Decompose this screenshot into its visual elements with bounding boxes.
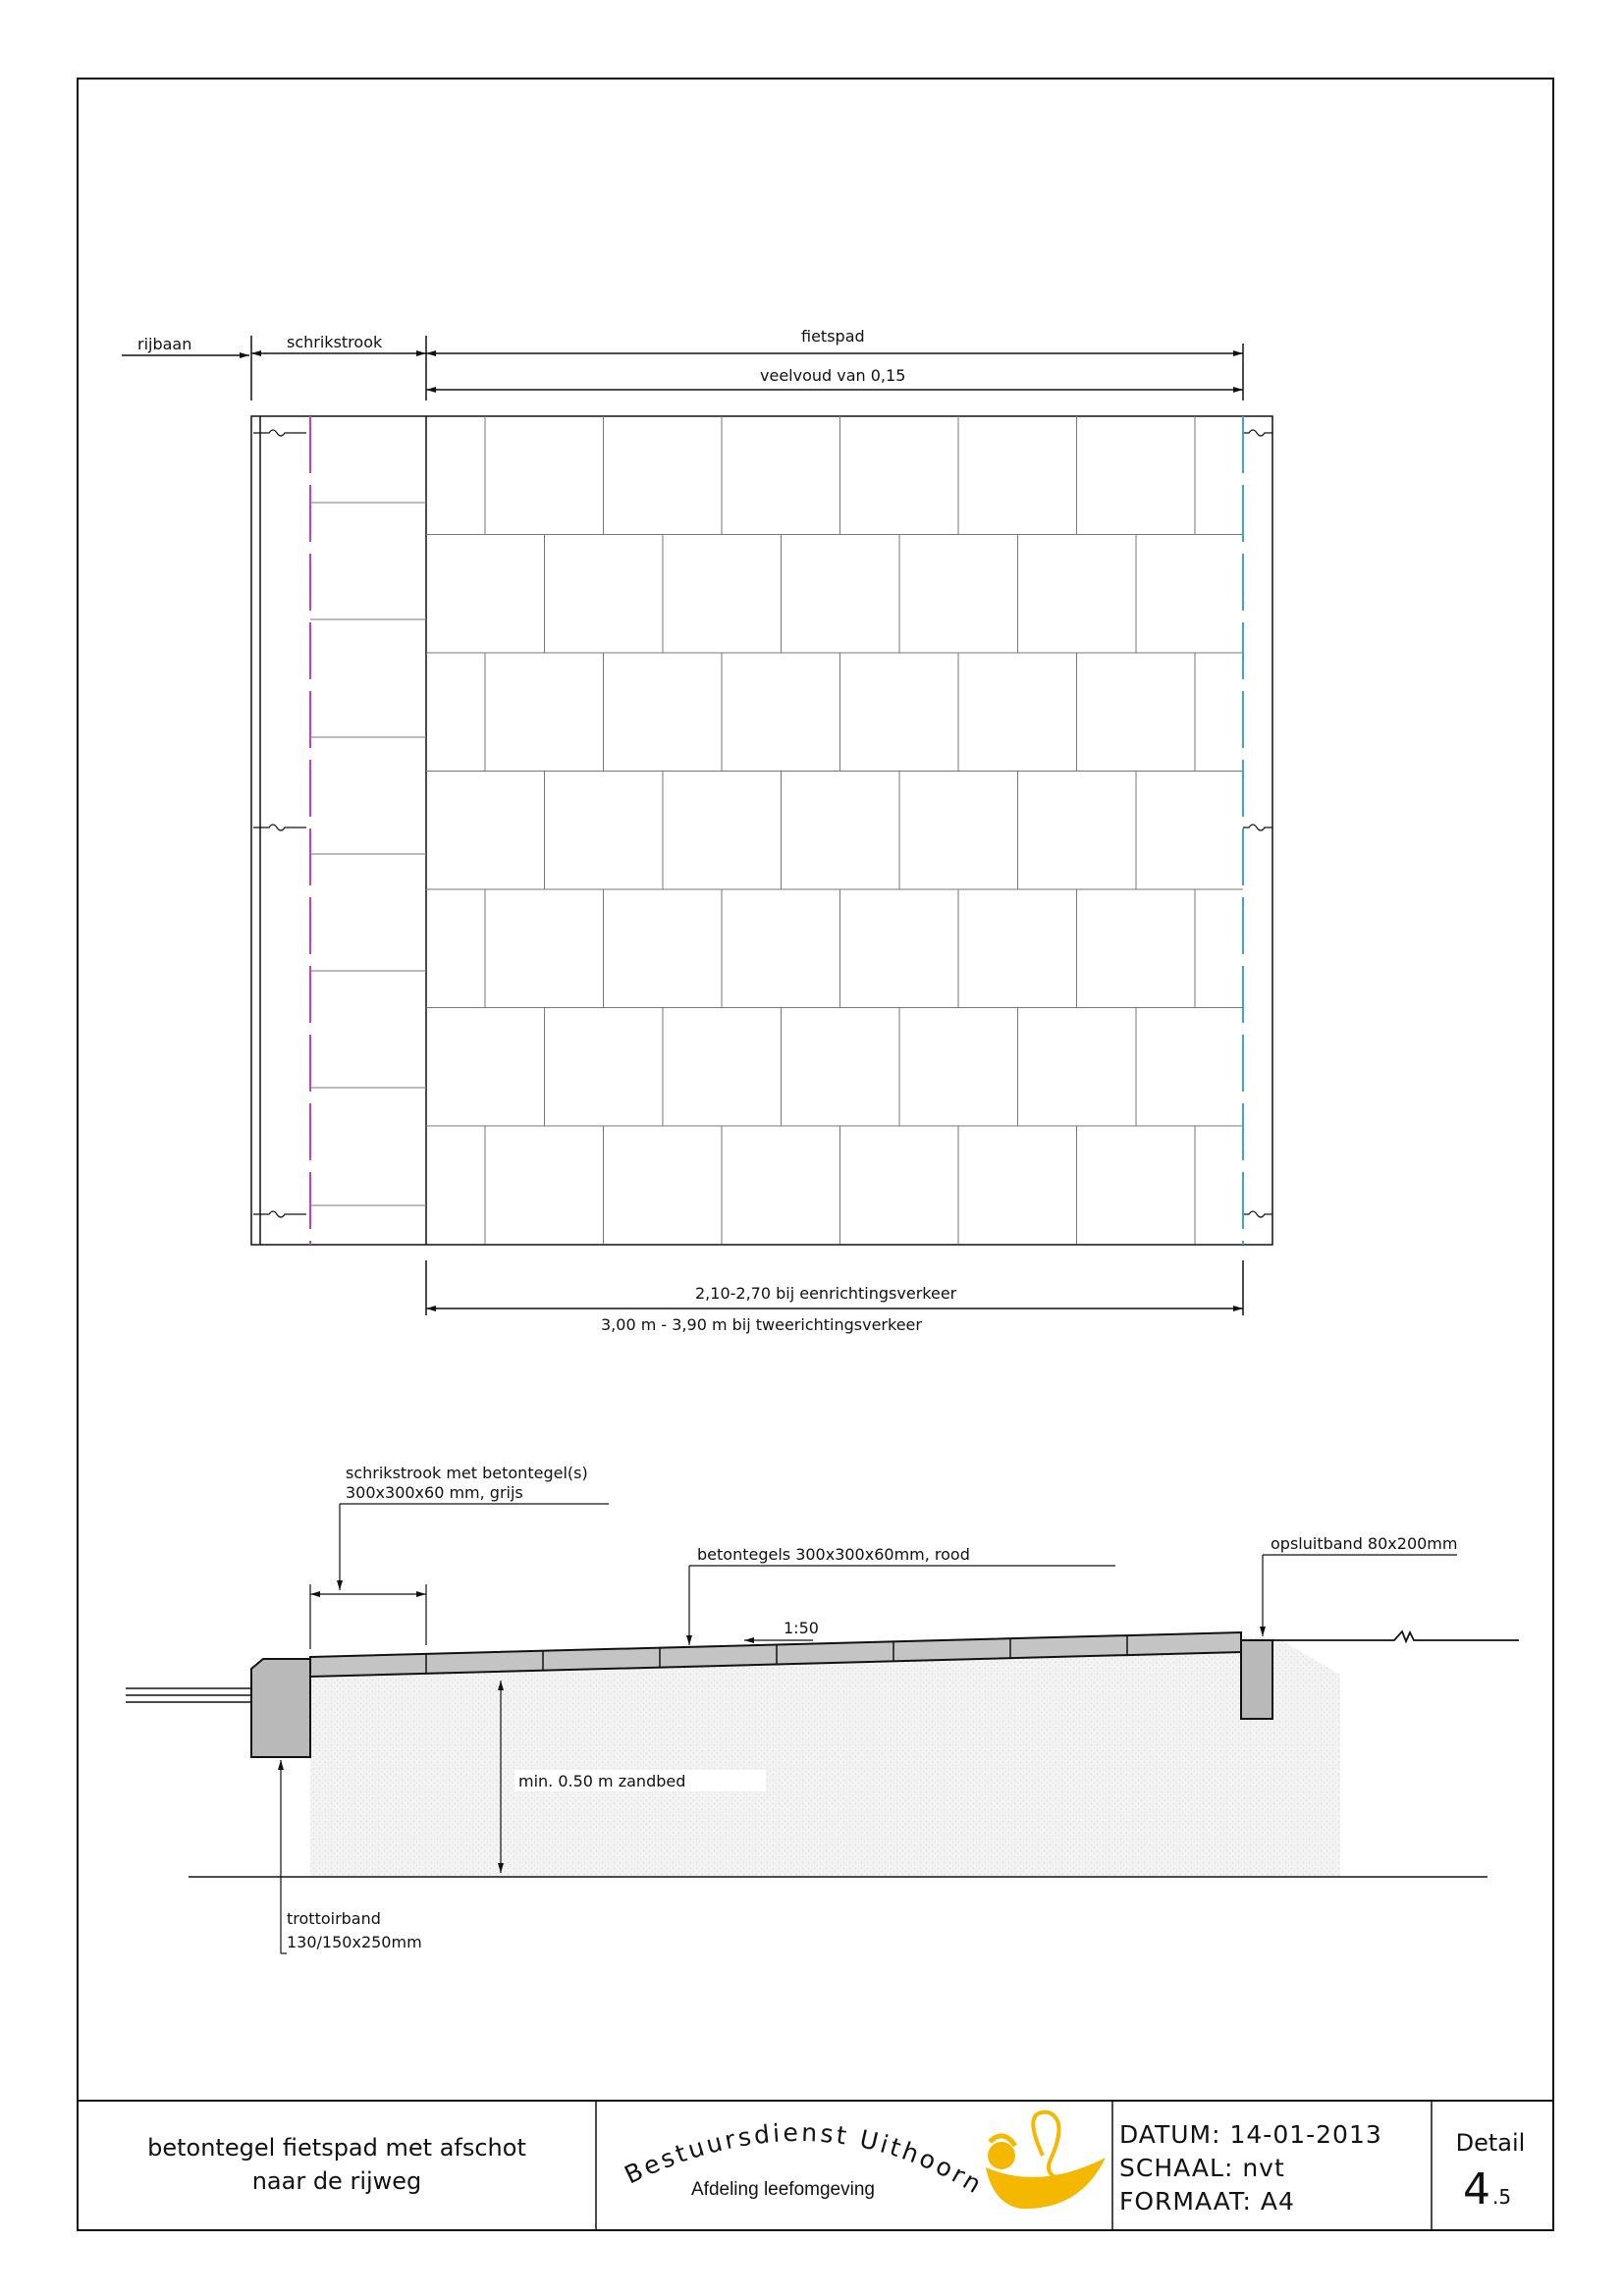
- label-slope: 1:50: [784, 1619, 819, 1637]
- schaal: SCHAAL: nvt: [1119, 2154, 1285, 2182]
- label-section-schrikstrook-1: schrikstrook met betontegel(s): [346, 1464, 588, 1482]
- trottoirband: [251, 1659, 310, 1757]
- label-rijbaan: rijbaan: [137, 335, 192, 353]
- verge-line: [1272, 1631, 1519, 1641]
- logo-dept: Afdeling leefomgeving: [691, 2179, 875, 2200]
- cross-section: [126, 1464, 1519, 1953]
- plan-outline: [251, 416, 1272, 1245]
- detail-number: 4: [1463, 2164, 1490, 2215]
- formaat: FORMAAT: A4: [1119, 2187, 1295, 2216]
- opsluitband: [1241, 1640, 1272, 1719]
- title-line-2: naar de rijweg: [251, 2167, 422, 2195]
- label-betontegels: betontegels 300x300x60mm, rood: [697, 1545, 970, 1564]
- label-schrikstrook: schrikstrook: [287, 333, 383, 351]
- plan-view: [122, 327, 1272, 1334]
- label-trottoirband-2: 130/150x250mm: [287, 1933, 422, 1951]
- organisation-logo: [617, 2112, 1106, 2209]
- label-fietspad: fietspad: [801, 327, 865, 346]
- road-surface-lines: [126, 1688, 253, 1702]
- logo-name: Bestuursdienst Uithoorn: [620, 2117, 989, 2201]
- label-section-schrikstrook-2: 300x300x60 mm, grijs: [346, 1483, 523, 1502]
- label-veelvoud: veelvoud van 0,15: [760, 366, 906, 385]
- label-zandbed: min. 0.50 m zandbed: [518, 1772, 686, 1790]
- label-width-one-way: 2,10-2,70 bij eenrichtingsverkeer: [695, 1284, 957, 1303]
- label-opsluitband: opsluitband 80x200mm: [1271, 1534, 1458, 1553]
- label-trottoirband-1: trottoirband: [287, 1909, 381, 1928]
- datum: DATUM: 14-01-2013: [1119, 2120, 1382, 2149]
- label-width-two-way: 3,00 m - 3,90 m bij tweerichtingsverkeer: [601, 1315, 922, 1334]
- title-line-1: betontegel fietspad met afschot: [147, 2134, 526, 2162]
- detail-label: Detail: [1455, 2129, 1526, 2157]
- title-block: [78, 2101, 1553, 2230]
- detail-sub: .5: [1492, 2185, 1512, 2209]
- logo-emblem-icon: [986, 2112, 1106, 2209]
